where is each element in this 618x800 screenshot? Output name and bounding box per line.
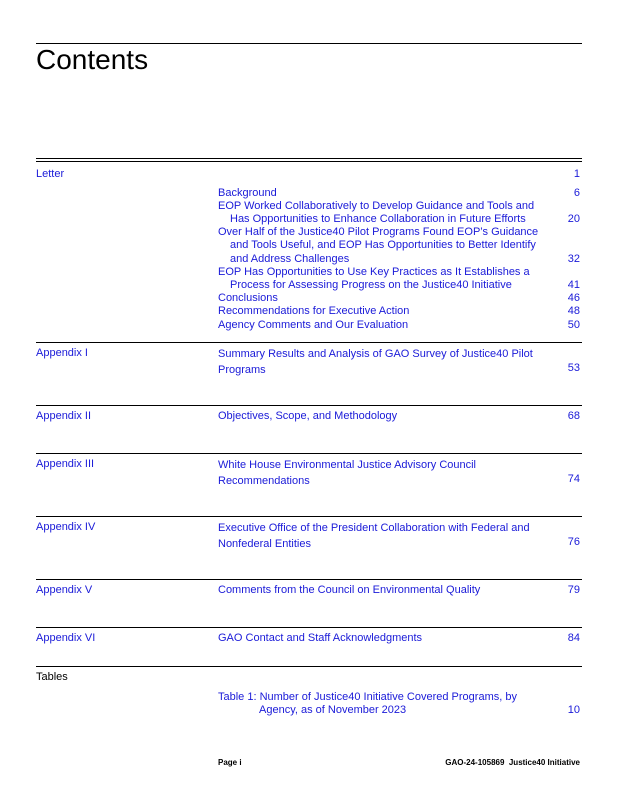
letter-section-key-practices-page[interactable]: 41 [567, 279, 580, 291]
appendix-5-label[interactable]: Appendix V [36, 584, 93, 596]
letter-section-agency-comments-page[interactable]: 50 [567, 319, 580, 331]
appendix-1-title[interactable]: Summary Results and Analysis of GAO Survey of Justice40 Pilot Programs [218, 348, 533, 376]
letter-section-agency-comments[interactable]: Agency Comments and Our Evaluation [218, 319, 409, 331]
appendix-3-title[interactable]: White House Environmental Justice Advisory Council Recommendations [218, 459, 477, 487]
letter-section-recommendations-page[interactable]: 48 [567, 305, 580, 317]
appendix-4-title[interactable]: Executive Office of the President Collaboration with Federal and Nonfederal Entities [218, 522, 530, 550]
appendix-rule [36, 516, 582, 517]
toc-letter-link[interactable]: Letter [36, 168, 65, 180]
double-rule-top [36, 158, 582, 159]
letter-section-guidance[interactable]: Over Half of the Justice40 Pilot Programs Found EOP’s Guidance and Tools Useful, and EOP Has Opportunities to Better Identify and Address Challenges [218, 226, 539, 265]
page-title: Contents [36, 44, 149, 75]
appendix-1-label[interactable]: Appendix I [36, 347, 88, 359]
appendix-rule [36, 453, 582, 454]
appendix-6-page[interactable]: 84 [567, 632, 580, 644]
appendix-rule [36, 627, 582, 628]
tables-rule [36, 666, 582, 667]
appendix-4-label[interactable]: Appendix IV [36, 521, 96, 533]
appendix-rule [36, 405, 582, 406]
letter-section-conclusions[interactable]: Conclusions [218, 292, 278, 304]
letter-section-conclusions-page[interactable]: 46 [567, 292, 580, 304]
appendix-2-title[interactable]: Objectives, Scope, and Methodology [218, 410, 398, 422]
letter-section-recommendations[interactable]: Recommendations for Executive Action [218, 305, 410, 317]
appendix-6-label[interactable]: Appendix VI [36, 632, 96, 644]
appendix-1-page[interactable]: 53 [567, 362, 580, 374]
appendix-2-label[interactable]: Appendix II [36, 410, 92, 422]
appendix-2-page[interactable]: 68 [567, 410, 580, 422]
footer-page-label: Page i [218, 758, 242, 767]
appendix-5-title[interactable]: Comments from the Council on Environmental Quality [218, 584, 481, 596]
table-1-title[interactable]: Table 1: Number of Justice40 Initiative Covered Programs, by Agency, as of November 2023 [218, 691, 517, 717]
appendix-rule [36, 579, 582, 580]
double-rule-bottom [36, 161, 582, 162]
table-1-page[interactable]: 10 [567, 704, 580, 716]
appendix-4-page[interactable]: 76 [567, 536, 580, 548]
toc-letter-page[interactable]: 1 [573, 168, 580, 180]
letter-section-guidance-page[interactable]: 32 [567, 253, 580, 265]
letter-section-background-page[interactable]: 6 [573, 187, 580, 199]
appendix-rule [36, 342, 582, 343]
appendix-5-page[interactable]: 79 [567, 584, 580, 596]
tables-heading: Tables [36, 671, 68, 683]
letter-section-key-practices[interactable]: EOP Has Opportunities to Use Key Practices as It Establishes a Process for Assessing Progress on the Justice40 Initiative [218, 266, 530, 292]
appendix-6-title[interactable]: GAO Contact and Staff Acknowledgments [218, 632, 423, 644]
footer-report-id: GAO-24-105869 Justice40 Initiative [445, 758, 580, 767]
appendix-3-page[interactable]: 74 [567, 473, 580, 485]
letter-section-collaboration-page[interactable]: 20 [567, 213, 580, 225]
letter-section-collaboration[interactable]: EOP Worked Collaboratively to Develop Guidance and Tools and Has Opportunities to Enhance Collaboration in Future Efforts [218, 200, 535, 226]
letter-section-background[interactable]: Background [218, 187, 277, 199]
appendix-3-label[interactable]: Appendix III [36, 458, 95, 470]
